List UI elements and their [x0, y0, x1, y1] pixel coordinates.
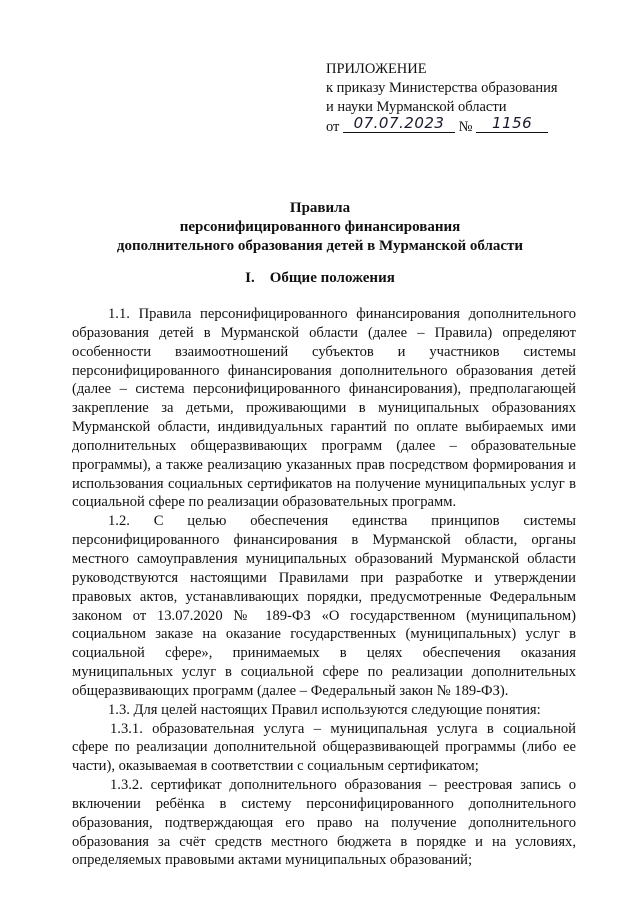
paragraph-1-3-1: 1.3.1. образовательная услуга – муниципальная услуга в социальной сфере по реализации дополнительной общеразвивающей программы (либо ее части), оказываемая в соответствии с социальным сертификатом;	[72, 720, 576, 775]
annex-from-label: от	[326, 119, 340, 135]
paragraph-1-3-2: 1.3.2. сертификат дополнительного образования – реестровая запись о включении ребёнка в систему персонифицированного дополнительного образования, подтверждающая его право на получение дополнительного образования за счёт средств местного бюджета в порядке и на условиях, определяемых правовыми актами муниципальных образований;	[72, 777, 576, 869]
paragraph-1-1: 1.1. Правила персонифицированного финансирования дополнительного образования детей в Мурманской области (далее – Правила) определяют особенности взаимоотношений субъектов и участников системы персонифицированного финансирования дополнительного образования детей (далее – система персонифицированного финансирования), предполагающей закрепление за детьми, проживающими в муниципальных образованиях Мурманской области, индивидуальных гарантий по оплате выбираемых ими дополнительных общеразвивающих программ (далее – образовательные программы), а также реализацию указанных прав посредством формирования и использования социальных сертификатов на получение муниципальных услуг в социальной сфере по реализации образовательных программ.	[72, 306, 576, 511]
section-heading: I. Общие положения	[245, 270, 395, 286]
annex-date-handwritten: 07.07.2023	[353, 114, 445, 132]
document-title-line-2: персонифицированного финансирования	[179, 219, 461, 235]
document-body	[72, 305, 576, 870]
annex-date-row	[326, 114, 626, 137]
annex-heading: ПРИЛОЖЕНИЕ	[326, 61, 427, 77]
annex-line-2: и науки Мурманской области	[326, 99, 507, 115]
annex-number-handwritten: 1156	[492, 114, 533, 132]
annex-number-label: №	[458, 119, 473, 135]
annex-block	[326, 60, 626, 137]
document-title-line-3: дополнительного образования детей в Мурманской области	[116, 238, 524, 254]
annex-number-field	[476, 114, 548, 133]
paragraph-1-3: 1.3. Для целей настоящих Правил используются следующие понятия:	[108, 701, 541, 718]
document-title-line-1: Правила	[289, 200, 351, 216]
paragraph-1-2: 1.2. С целью обеспечения единства принципов системы персонифицированного финансирования в Мурманской области, органы местного самоуправления муниципальных образований Мурманской области руководствуются настоящими Правилами при разработке и утверждении правовых актов, устанавливающих порядки, предусмотренные Федеральным законом от 13.07.2020 № 189-ФЗ «О государственном (муниципальном) социальном заказе на оказание государственных (муниципальных) услуг в социальной сфере», принимаемых в целях обеспечения оказания муниципальных услуг в социальной сфере по реализации дополнительных общеразвивающих программ (далее – Федеральный закон № 189-ФЗ).	[72, 513, 576, 699]
annex-date-field	[343, 114, 455, 133]
annex-line-1: к приказу Министерства образования	[326, 80, 558, 96]
